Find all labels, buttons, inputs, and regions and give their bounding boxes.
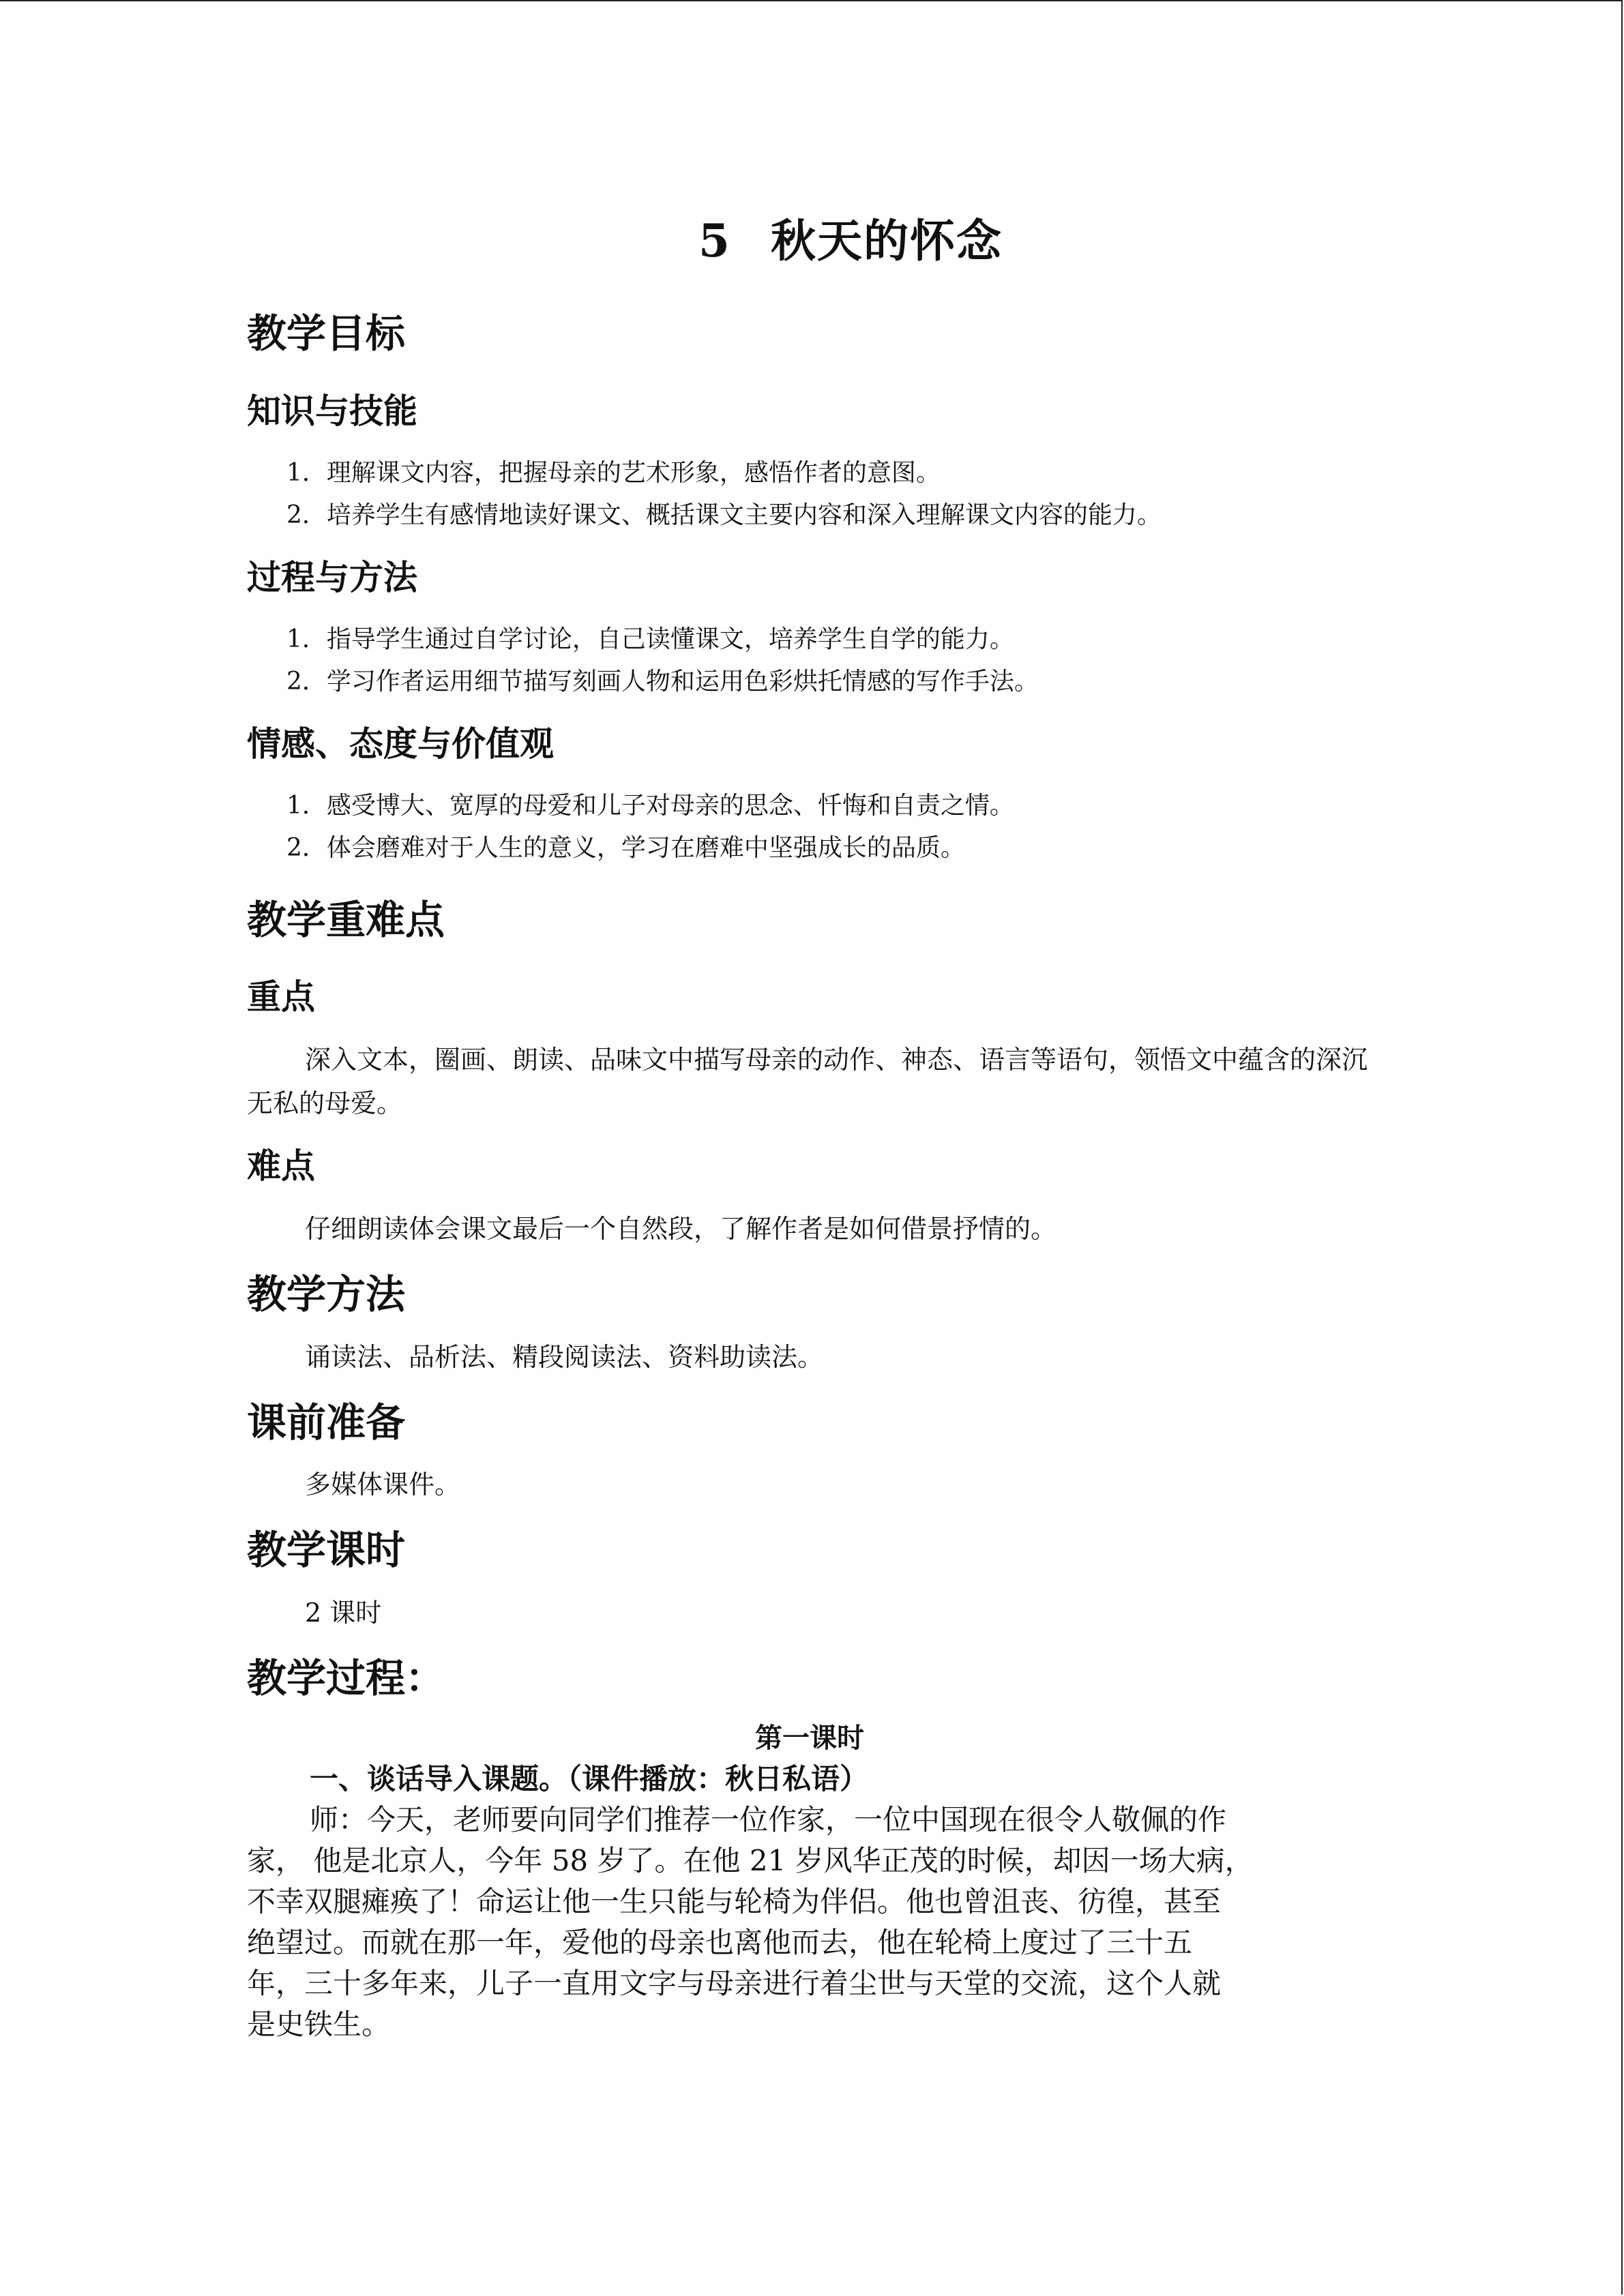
emotion-item-1: 1．感受博大、宽厚的母爱和儿子对母亲的思念、忏悔和自责之情。 (286, 791, 1014, 820)
hours-text: 2 课时 (305, 1597, 382, 1628)
preparation-heading: 课前准备 (247, 1399, 406, 1446)
focus-text: 深入文本，圈画、朗读、品味文中描写母亲的动作、神态、语言等语句，领悟文中蕴含的深沉无私的母爱。 (247, 1045, 1368, 1119)
lesson-title: 秋天的怀念 (770, 214, 1003, 267)
difficulty-text: 仔细朗读体会课文最后一个自然段，了解作者是如何借景抒情的。 (305, 1214, 1057, 1244)
intro-line: 是史铁生。 (247, 2007, 391, 2041)
methods-text: 诵读法、品析法、精段阅读法、资料助读法。 (305, 1341, 824, 1372)
focus-heading: 重点 (247, 977, 315, 1017)
lesson-period-title: 第一课时 (755, 1721, 864, 1754)
emotion-item-2: 2．体会磨难对于人生的意义，学习在磨难中坚强成长的品质。 (286, 833, 965, 862)
process-method-item-2: 2．学习作者运用细节描写刻画人物和运用色彩烘托情感的写作手法。 (286, 667, 1039, 696)
intro-line: 师：今天，老师要向同学们推荐一位作家，一位中国现在很令人敬佩的作 (310, 1802, 1227, 1836)
process-heading: 教学过程： (247, 1654, 445, 1701)
knowledge-item-1: 1．理解课文内容，把握母亲的艺术形象，感悟作者的意图。 (286, 458, 941, 487)
process-method-item-1: 1．指导学生通过自学讨论，自己读懂课文，培养学生自学的能力。 (286, 625, 1014, 653)
intro-paragraph (247, 1800, 1372, 2045)
intro-line: 绝望过。而就在那一年，爱他的母亲也离他而去，他在轮椅上度过了三十五 (247, 1925, 1193, 1959)
lesson-number: 5 (698, 214, 731, 267)
intro-line: 家， 他是北京人，今年 58 岁了。在他 21 岁风华正茂的时候，却因一场大病， (247, 1843, 1254, 1877)
process-method-heading: 过程与方法 (247, 557, 417, 597)
page-title (247, 205, 1372, 269)
intro-line: 年，三十多年来，儿子一直用文字与母亲进行着尘世与天堂的交流，这个人就 (247, 1966, 1222, 2000)
difficulty-heading: 难点 (247, 1146, 315, 1187)
knowledge-heading: 知识与技能 (247, 391, 417, 431)
objectives-heading: 教学目标 (247, 310, 406, 357)
document-page (247, 205, 1372, 2045)
knowledge-item-2: 2．培养学生有感情地读好课文、概括课文主要内容和深入理解课文内容的能力。 (286, 501, 1162, 529)
preparation-text: 多媒体课件。 (305, 1470, 461, 1500)
hours-heading: 教学课时 (247, 1527, 406, 1574)
intro-line: 不幸双腿瘫痪了！命运让他一生只能与轮椅为伴侣。他也曾沮丧、彷徨，甚至 (247, 1884, 1222, 1918)
step-title: 一、谈话导入课题。（课件播放：秋日私语） (310, 1761, 869, 1795)
key-points-heading: 教学重难点 (247, 896, 445, 943)
methods-heading: 教学方法 (247, 1271, 406, 1318)
emotion-heading: 情感、态度与价值观 (247, 724, 554, 764)
